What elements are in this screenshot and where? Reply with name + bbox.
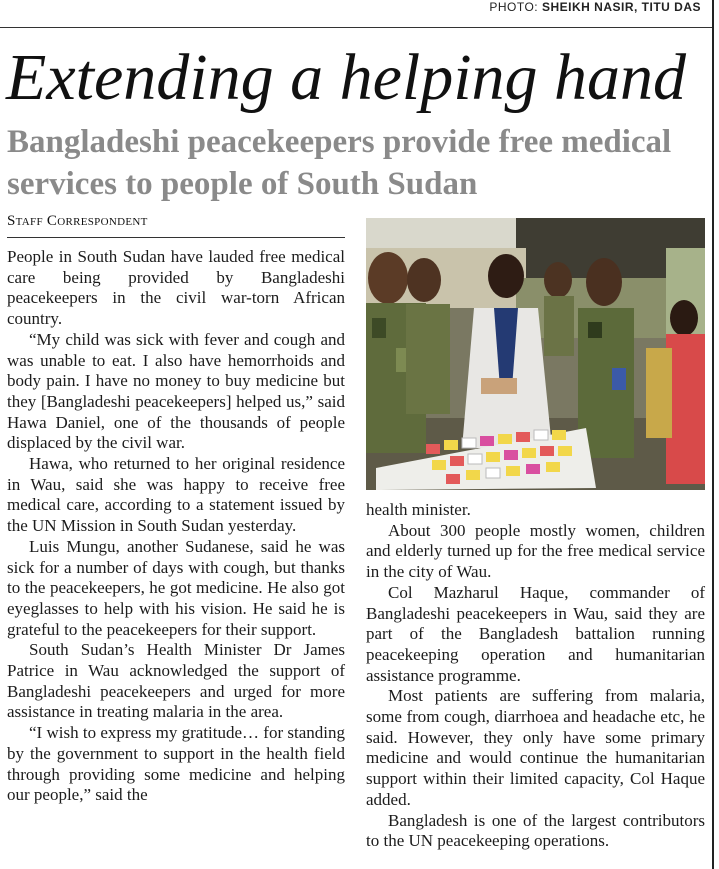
article-column-left (7, 247, 345, 806)
paragraph: South Sudan’s Health Minister Dr James Patrice in Wau acknowledged the support of Bangladeshi peacekeepers and urged for more assistance in treating malaria in the area. (7, 640, 345, 722)
photo-peacekeepers-medicine-table-icon (366, 218, 705, 490)
photo-credit (489, 0, 701, 14)
page-edge-rule (712, 0, 714, 869)
paragraph: Col Mazharul Haque, commander of Bangladeshi peacekeepers in Wau, said they are part of the Bangladesh battalion running peacekeeping operation and humanitarian assistance programme. (366, 582, 705, 685)
paragraph: “My child was sick with fever and cough and was unable to eat. I also have hemorrhoids and body pain. I have no money to buy medicine but they [Bangladeshi peacekeepers] helped us,” said Hawa Daniel, one of the thousands of people displaced by the civil war. (7, 329, 345, 453)
paragraph: Most patients are suffering from malaria, some from cough, diarrhoea and headache etc, he said. However, they only have some primary medicine and would continue the humanitarian support within their limited capacity, Col Haque added. (366, 686, 705, 809)
byline: Staff Correspondent (7, 213, 148, 229)
byline-divider (7, 237, 345, 238)
paragraph: Hawa, who returned to her original residence in Wau, said she was happy to receive free medical care, according to a statement issued by the UN Mission in South Sudan yesterday. (7, 454, 345, 536)
paragraph: Luis Mungu, another Sudanese, said he was sick for a number of days with cough, but thanks to the peacekeepers, he got medicine. He also got eyeglasses to help with his vision. He said he is grateful to the peacekeepers for their support. (7, 536, 345, 639)
article-photo (366, 218, 705, 490)
paragraph: “I wish to express my gratitude… for standing by the government to support in the health field through providing some medicine and helping our people,” said the (7, 723, 345, 805)
photo-credit-names: SHEIKH NASIR, TITU DAS (541, 0, 701, 14)
photo-credit-label: PHOTO: (489, 0, 539, 14)
top-divider (0, 27, 712, 28)
paragraph: health minister. (366, 500, 471, 519)
article-column-right (366, 500, 705, 852)
paragraph: Bangladesh is one of the largest contributors to the UN peacekeeping operations. (366, 810, 705, 851)
paragraph: About 300 people mostly women, children and elderly turned up for the free medical service in the city of Wau. (366, 520, 705, 582)
headline: Extending a helping hand (6, 41, 687, 114)
paragraph: People in South Sudan have lauded free medical care being provided by Bangladeshi peacekeepers in the civil war-torn African country. (7, 247, 345, 329)
subheadline: Bangladeshi peacekeepers provide free medical services to people of South Sudan (7, 124, 672, 202)
